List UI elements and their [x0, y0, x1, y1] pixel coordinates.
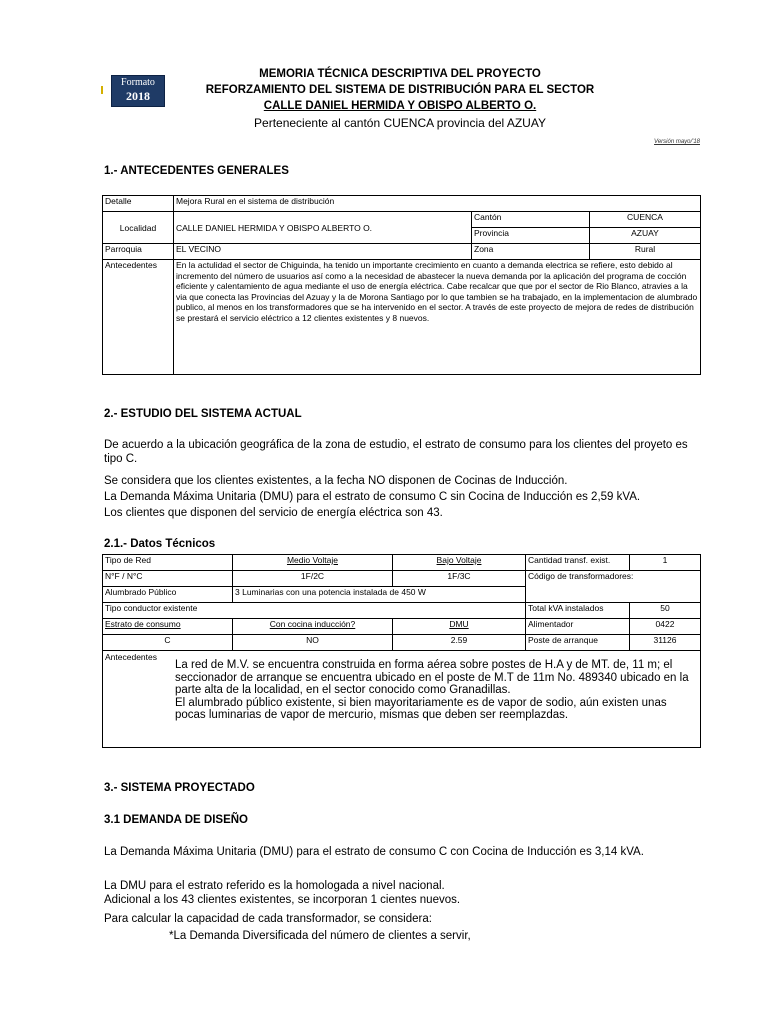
section21-title: 2.1.- Datos Técnicos: [104, 538, 216, 550]
section3-p4: Para calcular la capacidad de cada transformador, se considera:: [104, 913, 432, 925]
mv-nf-value: 1F/2C: [233, 571, 393, 587]
section2-p4: Los clientes que disponen del servicio de energía eléctrica son 43.: [104, 507, 443, 519]
tipo-red-label: Tipo de Red: [103, 555, 233, 571]
doc-title-line3: CALLE DANIEL HERMIDA Y OBISPO ALBERTO O.: [263, 100, 537, 112]
alumbrado-value: 3 Luminarias con una potencia instalada de 450 W: [233, 587, 526, 603]
badge-year: 2018: [126, 89, 150, 103]
section3-p3: Adicional a los 43 clientes existentes, se incorporan 1 cientes nuevos.: [104, 894, 461, 906]
canton-label: Cantón: [472, 212, 590, 228]
section3-p5: *La Demanda Diversificada del número de clientes a servir,: [169, 930, 471, 942]
doc-title-line1: MEMORIA TÉCNICA DESCRIPTIVA DEL PROYECTO: [259, 68, 541, 80]
detalle-label: Detalle: [103, 196, 174, 212]
estrato-label: Estrato de consumo: [103, 619, 233, 635]
parroquia-value: EL VECINO: [174, 244, 472, 260]
zona-value: Rural: [590, 244, 701, 260]
codigo-transformadores-label: Código de transformadores:: [526, 571, 701, 603]
section2-p3: La Demanda Máxima Unitaria (DMU) para el estrato de consumo C sin Cocina de Inducción es 2,59 kVA.: [104, 491, 641, 503]
tech-antecedentes-text: La red de M.V. se encuentra construida en forma aérea sobre postes de H.A y de MT. de, 11 m; el seccionador de arranque se encuentra ubicado en el poste de M.T de 11m No. 489340 ubicado en la parte alta de la localidad, en el sector conocido como Granadillas.: [175, 659, 689, 696]
badge-line1: Formato: [121, 77, 155, 88]
detalle-value: Mejora Rural en el sistema de distribución: [174, 196, 701, 212]
antecedentes-row: [103, 651, 701, 748]
tech-antecedentes-text2: El alumbrado público existente, si bien mayoritariamente es de vapor de sodio, aún existen unas pocas luminarias de vapor de mercurio, mismas que deben ser reemplazdas.: [175, 696, 667, 721]
bajo-voltaje-header: Bajo Voltaje: [393, 555, 526, 571]
section3-title: 3.- SISTEMA PROYECTADO: [104, 782, 255, 794]
section3-subtitle: 3.1 DEMANDA DE DISEÑO: [104, 814, 248, 826]
alimentador-value: 0422: [630, 619, 701, 635]
technical-data-table: [102, 554, 701, 748]
section3-p1: La Demanda Máxima Unitaria (DMU) para el estrato de consumo C con Cocina de Inducción es 3,14 kVA.: [104, 846, 644, 858]
section3-p2: La DMU para el estrato referido es la homologada a nivel nacional.: [104, 880, 445, 892]
medio-voltaje-header: Medio Voltaje: [233, 555, 393, 571]
alumbrado-label: Alumbrado Público: [103, 587, 233, 603]
dmu-value: 2.59: [393, 635, 526, 651]
nf-nc-label: N°F / N°C: [103, 571, 233, 587]
general-info-table: [102, 195, 701, 375]
cantidad-transf-label: Cantidad transf. exist.: [526, 555, 630, 571]
cocina-value: NO: [233, 635, 393, 651]
cantidad-transf-value: 1: [630, 555, 701, 571]
section2-p2: Se considera que los clientes existentes, a la fecha NO disponen de Cocinas de Inducción.: [104, 475, 568, 487]
provincia-label: Provincia: [472, 228, 590, 244]
tech-antecedentes-label: Antecedentes: [105, 652, 157, 662]
bv-nf-value: 1F/3C: [393, 571, 526, 587]
parroquia-label: Parroquia: [103, 244, 174, 260]
badge-marker: [101, 86, 103, 94]
cocina-label: Con cocina inducción?: [233, 619, 393, 635]
poste-arranque-value: 31126: [630, 635, 701, 651]
alimentador-label: Alimentador: [526, 619, 630, 635]
doc-title-line2: REFORZAMIENTO DEL SISTEMA DE DISTRIBUCIÓN PARA EL SECTOR: [205, 84, 595, 96]
poste-arranque-label: Poste de arranque: [526, 635, 630, 651]
section2-title: 2.- ESTUDIO DEL SISTEMA ACTUAL: [104, 408, 302, 420]
dmu-label: DMU: [393, 619, 526, 635]
provincia-value: AZUAY: [590, 228, 701, 244]
tipo-conductor-label: Tipo conductor existente: [103, 603, 526, 619]
total-kva-label: Total kVA instalados: [526, 603, 630, 619]
section2-p1: De acuerdo a la ubicación geográfica de la zona de estudio, el estrato de consumo para los clientes del proyeto es tipo C.: [104, 439, 688, 465]
tech-antecedentes-text-block: [175, 659, 699, 722]
estrato-value: C: [103, 635, 233, 651]
total-kva-value: 50: [630, 603, 701, 619]
antecedentes-label: Antecedentes: [103, 260, 174, 375]
localidad-value: CALLE DANIEL HERMIDA Y OBISPO ALBERTO O.: [174, 212, 472, 244]
antecedentes-text: En la actulidad el sector de Chiguinda, ha tenido un importante crecimiento en cuanto a demanda electrica se refiere, esto debido al incremento del número de usuarios así como a la necesidad de abastecer la nueva demanda por la aplicación del programa de cocción eficiente y calentamiento de agua mediante el uso de energía eléctrica. Cabe recalcar que que por el sector de Rio Blanco, atravies a la via que conecta las Provincias del Azuay y la de Morona Santiago por lo que tambien se ha trabajado, en la implementacion de alumbrado publico, al menos en los transformadores que se ha intervenido en el sector. A través de este proyecto de mejora de redes de distribución se prestará el servicio eléctrico a 12 clientes existentes y 8 nuevos.: [174, 260, 701, 375]
zona-label: Zona: [472, 244, 590, 260]
version-note: Versión mayo/'18: [654, 139, 700, 145]
localidad-label: Localidad: [103, 212, 174, 244]
doc-subtitle: Perteneciente al cantón CUENCA provincia del AZUAY: [254, 116, 546, 130]
canton-value: CUENCA: [590, 212, 701, 228]
section1-title: 1.- ANTECEDENTES GENERALES: [104, 165, 289, 177]
